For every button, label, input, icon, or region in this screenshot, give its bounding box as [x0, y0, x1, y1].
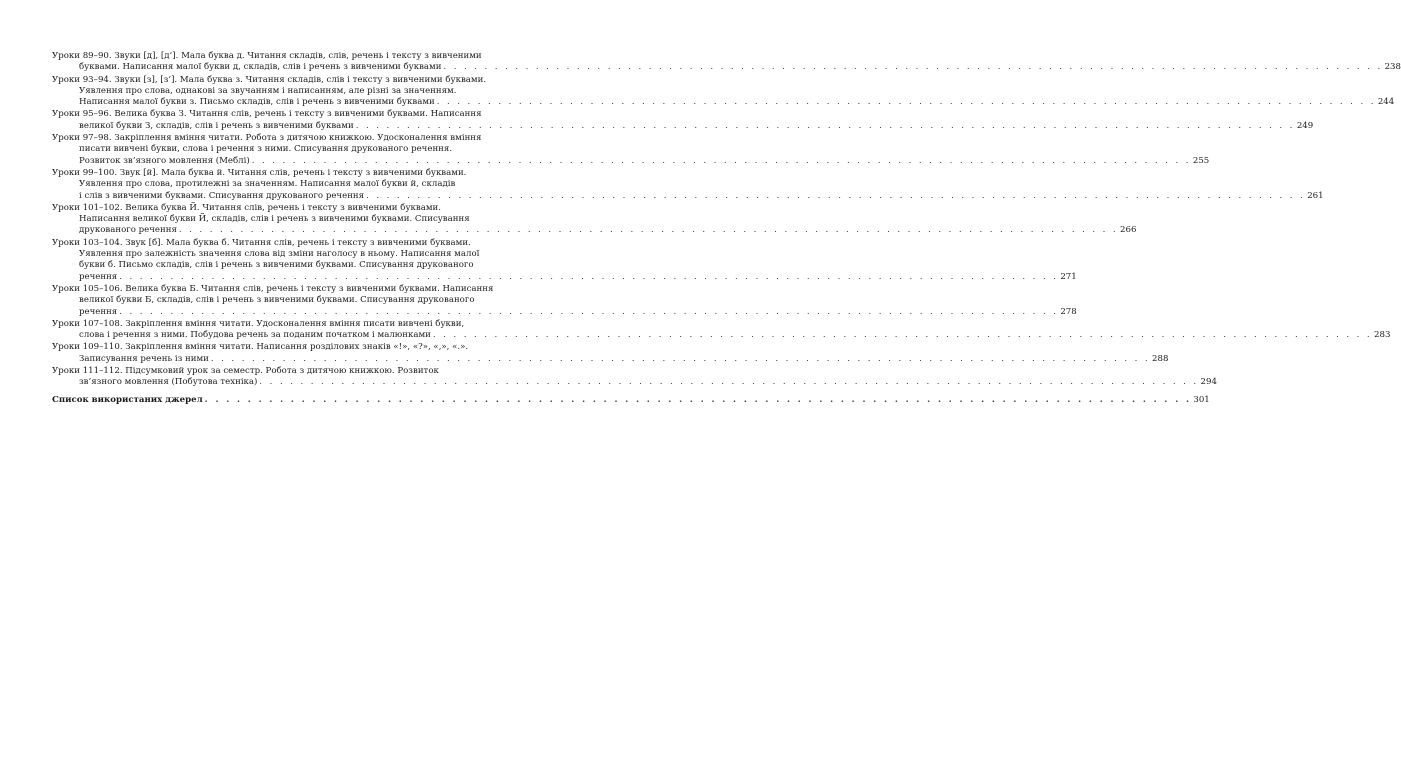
toc-entry[interactable]: [52, 109, 1314, 132]
toc-entry-text: Розвиток зв’язного мовлення (Меблі): [79, 155, 250, 166]
toc-entry-line: [52, 249, 542, 260]
toc-entry-line: [52, 203, 542, 214]
toc-entry-line: [52, 51, 542, 62]
toc-entry-line: [52, 109, 542, 120]
toc-entry-text: Уявлення про слова, протилежні за значенням. Написання малої букви й, складів: [79, 179, 456, 190]
dot-leader: [443, 62, 1382, 73]
toc-entry-text: Звук [б]. Мала буква б. Читання слів, речень і тексту з вивченими буквами.: [125, 237, 471, 248]
toc-entry[interactable]: [52, 318, 1391, 342]
toc-entry-line: [52, 260, 542, 271]
toc-entry-label: Уроки 105–106.: [52, 283, 123, 294]
toc-entry-line: [52, 179, 542, 190]
toc-entry-sources[interactable]: [52, 394, 1210, 406]
toc-entry-text: Велика буква З. Читання слів, речень і тексту з вивченими буквами. Написання: [114, 109, 482, 120]
toc-entry-line: [52, 155, 1210, 167]
toc-page-number: 283: [1374, 330, 1391, 341]
toc-entry-text: писати вивчені букви, слова і речення з ними. Списування друкованого речення.: [79, 144, 453, 155]
toc-entry-label: Уроки 107–108.: [52, 318, 123, 329]
toc-entry-line: [52, 271, 1077, 283]
toc-entry-text: Велика буква Й. Читання слів, речень і тексту з вивченими буквами.: [125, 202, 441, 213]
toc-entry[interactable]: [52, 237, 1077, 283]
toc-entry-line: [52, 238, 542, 249]
toc-page-number: 238: [1384, 62, 1401, 73]
toc-entry-text: і слів з вивченими буквами. Списування друкованого речення: [79, 190, 365, 201]
toc-entry-label: Уроки 111–112.: [52, 366, 123, 377]
dot-leader: [252, 156, 1191, 167]
toc-entry[interactable]: [52, 342, 1169, 365]
toc-page-number: 244: [1377, 97, 1395, 108]
dot-leader: [205, 395, 1192, 406]
toc-entry-text: Звук [й]. Мала буква й. Читання слів, речень і тексту з вивченими буквами.: [119, 167, 467, 178]
toc-entry-line: [52, 214, 542, 225]
toc-entry-label: Уроки 101–102.: [52, 202, 123, 213]
dot-leader: [211, 354, 1150, 365]
toc-page-number: 288: [1152, 353, 1169, 364]
toc-entry-text: великої букви Б, складів, слів і речень з вивченими буквами. Списування друкованого: [79, 295, 475, 306]
toc-entry-text: друкованого речення: [79, 225, 177, 236]
toc-entry-line: [52, 62, 1401, 73]
table-of-contents: [52, 51, 1401, 406]
toc-entry-line: [52, 168, 542, 179]
toc-entry-line: [52, 319, 542, 330]
sources-label: Список використаних джерел: [52, 394, 203, 405]
toc-entry[interactable]: [52, 74, 1395, 109]
toc-entry-text: слова і речення з ними. Побудова речень за поданим початком і малюнками: [79, 330, 431, 341]
toc-entry-text: Уявлення про залежність значення слова від зміни наголосу в ньому. Написання малої: [79, 249, 480, 260]
toc-entry-label: Уроки 103–104.: [52, 237, 123, 248]
toc-entry-label: Уроки 99–100.: [52, 167, 118, 178]
toc-entry-label: Уроки 95–96.: [52, 109, 112, 120]
dot-leader: [356, 121, 1295, 132]
toc-entry[interactable]: [52, 133, 1210, 167]
toc-page-number: 271: [1060, 271, 1077, 282]
toc-entry-label: Уроки 93–94.: [52, 74, 112, 85]
toc-entry-line: [52, 225, 1137, 236]
toc-entry-line: [52, 377, 1217, 388]
toc-page-number: 301: [1193, 394, 1210, 405]
toc-entry-text: букви б. Письмо складів, слів і речень з вивченими буквами. Списування друкованого: [79, 260, 474, 271]
toc-entry-line: [52, 330, 1391, 341]
toc-entry-text: Написання великої букви Й, складів, слів і речень з вивченими буквами. Списування: [79, 214, 470, 225]
toc-entry-line: [52, 120, 1314, 132]
toc-entry-line: [52, 366, 542, 377]
toc-page-number: 294: [1200, 377, 1217, 388]
toc-entry[interactable]: [52, 366, 1217, 389]
toc-entry-label: Уроки 109–110.: [52, 342, 123, 353]
toc-entry-text: буквами. Написання малої букви д, складів, слів і речень з вивченими буквами: [79, 62, 442, 73]
toc-entry-text: Підсумковий урок за семестр. Робота з дитячою книжкою. Розвиток: [125, 366, 439, 377]
dot-leader: [437, 97, 1376, 108]
toc-page-number: 266: [1120, 225, 1137, 236]
toc-entry-text: зв’язного мовлення (Побутова техніка): [79, 377, 258, 388]
toc-entry-text: Закріплення вміння читати. Написання розділових знаків «!», «?», «,», «.».: [125, 342, 469, 353]
toc-entry-text: Написання малої букви з. Письмо складів, слів і речень з вивченими буквами: [79, 97, 435, 108]
toc-page-number: 278: [1060, 306, 1077, 317]
toc-entry[interactable]: [52, 202, 1137, 237]
toc-entry-text: Велика буква Б. Читання слів, речень і тексту з вивченими буквами. Написання: [125, 283, 494, 294]
toc-entry-line: [52, 190, 1324, 202]
toc-entry-line: [52, 284, 542, 295]
dot-leader: [366, 191, 1305, 202]
dot-leader: [433, 330, 1372, 341]
toc-entry-label: Уроки 97–98.: [52, 133, 112, 144]
toc-entry[interactable]: [52, 283, 1077, 318]
toc-entry-line: [52, 295, 542, 306]
dot-leader: [259, 377, 1198, 388]
toc-entry-text: великої букви З, складів, слів і речень з вивченими буквами: [79, 120, 354, 131]
toc-entry-text: Звуки [з], [з’]. Мала буква з. Читання складів, слів і тексту з вивченими буквами.: [114, 74, 487, 85]
dot-leader: [119, 272, 1058, 283]
toc-entry-line: [52, 306, 1077, 318]
toc-entry-line: [52, 353, 1169, 365]
dot-leader: [119, 307, 1058, 318]
toc-page-number: 255: [1192, 155, 1210, 166]
toc-page-number: 249: [1296, 120, 1314, 131]
toc-entry-text: речення: [79, 306, 118, 317]
toc-entry-text: речення: [79, 271, 118, 282]
toc-entry-line: [52, 97, 1395, 108]
toc-entry[interactable]: [52, 167, 1324, 202]
toc-entry-text: Звуки [д], [д’]. Мала буква д. Читання складів, слів, речень і тексту з вивченими: [114, 51, 482, 61]
toc-page-number: 261: [1307, 190, 1324, 201]
toc-entry-text: Закріплення вміння читати. Удосконалення вміння писати вивчені букви,: [125, 318, 465, 329]
toc-entry-line: [52, 86, 542, 97]
toc-entry-line: [52, 342, 542, 353]
toc-entry-label: Уроки 89–90.: [52, 51, 112, 61]
toc-entry-text: Записування речень із ними: [79, 353, 209, 364]
toc-entry-line: [52, 75, 542, 86]
dot-leader: [179, 225, 1118, 236]
toc-entry-line: [52, 133, 542, 144]
toc-entry[interactable]: [52, 51, 1401, 74]
toc-entry-text: Уявлення про слова, однакові за звучанням і написанням, але різні за значенням.: [79, 85, 457, 96]
toc-entry-text: Закріплення вміння читати. Робота з дитячою книжкою. Удосконалення вміння: [114, 133, 482, 144]
toc-entry-line: [52, 144, 542, 155]
